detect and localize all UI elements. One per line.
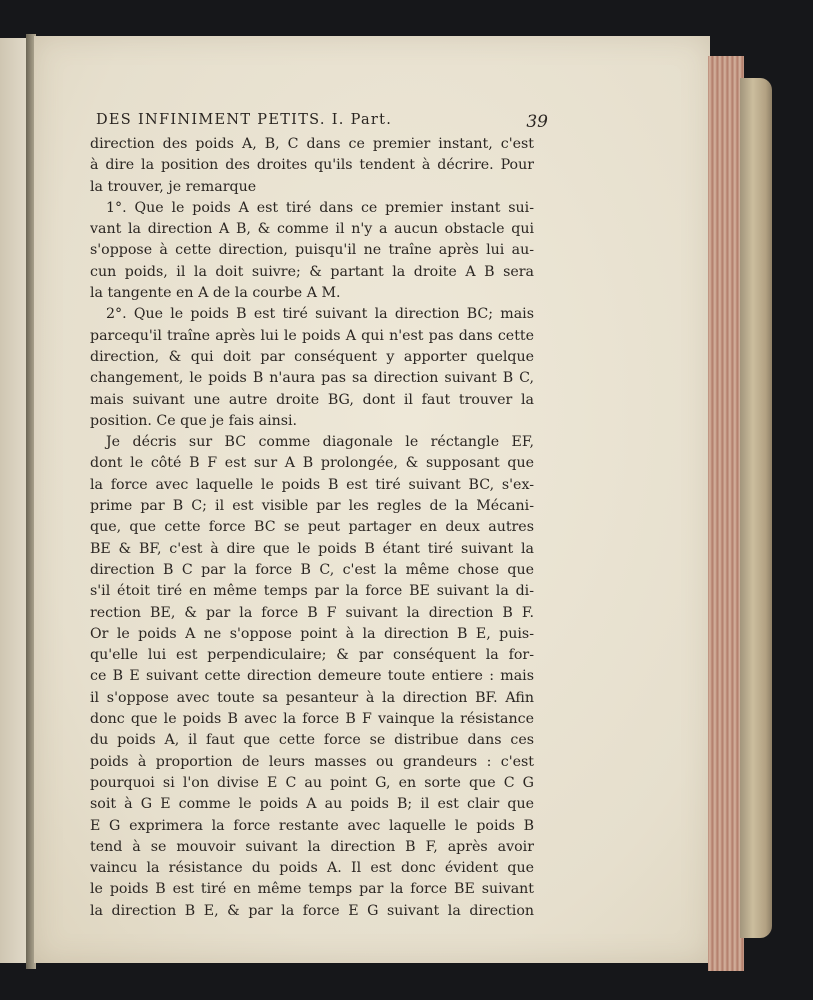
text-line: le poids B est tiré en même temps par la force BE suivant <box>90 881 534 898</box>
text-line: ce B E suivant cette direction demeure toute entiere : mais <box>90 668 534 685</box>
page-number: 39 <box>526 112 548 132</box>
text-line: mais suivant une autre droite BG, dont il faut trouver la <box>90 391 534 408</box>
text-line: direction, & qui doit par conséquent y apporter quelque <box>90 348 534 365</box>
book-cover-edge <box>740 78 772 938</box>
text-line: Je décris sur BC comme diagonale le réctangle EF, <box>106 434 534 451</box>
running-header <box>96 112 548 134</box>
text-line: s'oppose à cette direction, puisqu'il ne traîne après lui au- <box>90 242 534 259</box>
text-line: 2°. Que le poids B est tiré suivant la direction BC; mais <box>106 306 534 323</box>
body-text <box>90 134 534 922</box>
text-line: s'il étoit tiré en même temps par la force BE suivant la di- <box>90 583 534 600</box>
text-line: 1°. Que le poids A est tiré dans ce premier instant sui- <box>106 199 534 216</box>
text-line: du poids A, il faut que cette force se distribue dans ces <box>90 732 534 749</box>
text-line: position. Ce que je fais ainsi. <box>90 412 298 429</box>
text-line: tend à se mouvoir suivant la direction B F, après avoir <box>90 838 534 855</box>
text-line: BE & BF, c'est à dire que le poids B étant tiré suivant la <box>90 540 534 557</box>
text-line: Or le poids A ne s'oppose point à la direction B E, puis- <box>90 625 534 642</box>
text-line: direction B C par la force B C, c'est la même chose que <box>90 561 534 578</box>
text-line: qu'elle lui est perpendiculaire; & par conséquent la for- <box>90 647 534 664</box>
text-line: vaincu la résistance du poids A. Il est donc évident que <box>90 860 534 877</box>
page-block-edge <box>708 56 744 971</box>
text-line: changement, le poids B n'aura pas sa direction suivant B C, <box>90 370 534 387</box>
text-line: prime par B C; il est visible par les regles de la Mécani- <box>90 498 534 515</box>
text-line: la force avec laquelle le poids B est tiré suivant BC, s'ex- <box>90 476 534 493</box>
text-line: la direction B E, & par la force E G suivant la direction <box>90 902 534 919</box>
text-line: cun poids, il la doit suivre; & partant la droite A B sera <box>90 263 534 280</box>
text-line: parcequ'il traîne après lui le poids A qui n'est pas dans cette <box>90 327 534 344</box>
text-line: la tangente en A de la courbe A M. <box>90 285 341 302</box>
text-line: rection BE, & par la force B F suivant la direction B F. <box>90 604 534 621</box>
text-line: poids à proportion de leurs masses ou grandeurs : c'est <box>90 753 534 770</box>
text-line: E G exprimera la force restante avec laquelle le poids B <box>90 817 534 834</box>
text-line: que, que cette force BC se peut partager en deux autres <box>90 519 534 536</box>
text-line: vant la direction A B, & comme il n'y a aucun obstacle qui <box>90 221 534 238</box>
running-title: DES INFINIMENT PETITS. I. Part. <box>96 112 393 128</box>
text-line: donc que le poids B avec la force B F vainque la résistance <box>90 711 534 728</box>
text-line: direction des poids A, B, C dans ce premier instant, c'est <box>90 136 534 152</box>
text-line: dont le côté B F est sur A B prolongée, & supposant que <box>90 455 534 472</box>
text-line: soit à G E comme le poids A au poids B; il est clair que <box>90 796 534 813</box>
text-line: pourquoi si l'on divise E C au point G, en sorte que C G <box>90 774 534 791</box>
text-line: la trouver, je remarque <box>90 178 257 195</box>
text-line: à dire la position des droites qu'ils tendent à décrire. Pour <box>90 157 534 174</box>
text-line: il s'oppose avec toute sa pesanteur à la direction BF. Afin <box>90 689 534 706</box>
